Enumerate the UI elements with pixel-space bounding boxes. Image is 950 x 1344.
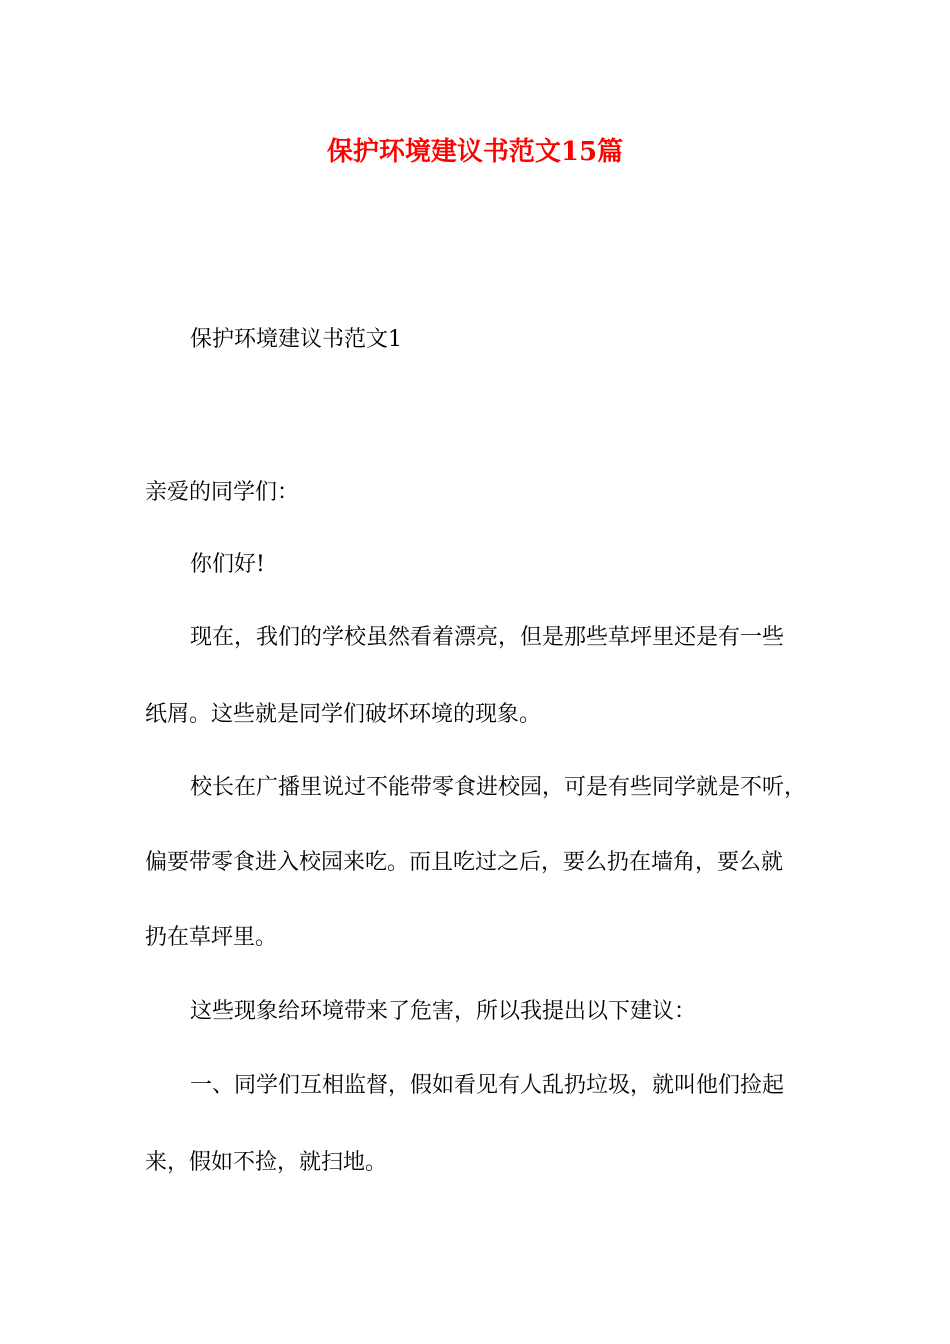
section-heading: 保护环境建议书范文1 [190, 327, 402, 352]
paragraph-line: 现在，我们的学校虽然看着漂亮，但是那些草坪里还是有一些 [190, 625, 785, 650]
paragraph-line: 校长在广播里说过不能带零食进校园，可是有些同学就是不听， [190, 775, 807, 800]
salutation-line: 亲爱的同学们： [145, 480, 300, 505]
paragraph-line: 来，假如不捡，就扫地。 [145, 1150, 388, 1175]
paragraph-line: 一、同学们互相监督，假如看见有人乱扔垃圾，就叫他们捡起 [190, 1073, 785, 1098]
paragraph-line: 这些现象给环境带来了危害，所以我提出以下建议： [190, 999, 697, 1024]
paragraph-line: 纸屑。这些就是同学们破坏环境的现象。 [145, 702, 542, 727]
paragraph-line: 扔在草坪里。 [145, 925, 278, 950]
greeting-line: 你们好! [190, 552, 265, 577]
paragraph-line: 偏要带零食进入校园来吃。而且吃过之后，要么扔在墙角，要么就 [145, 850, 784, 875]
document-title: 保护环境建议书范文15篇 [326, 137, 624, 167]
